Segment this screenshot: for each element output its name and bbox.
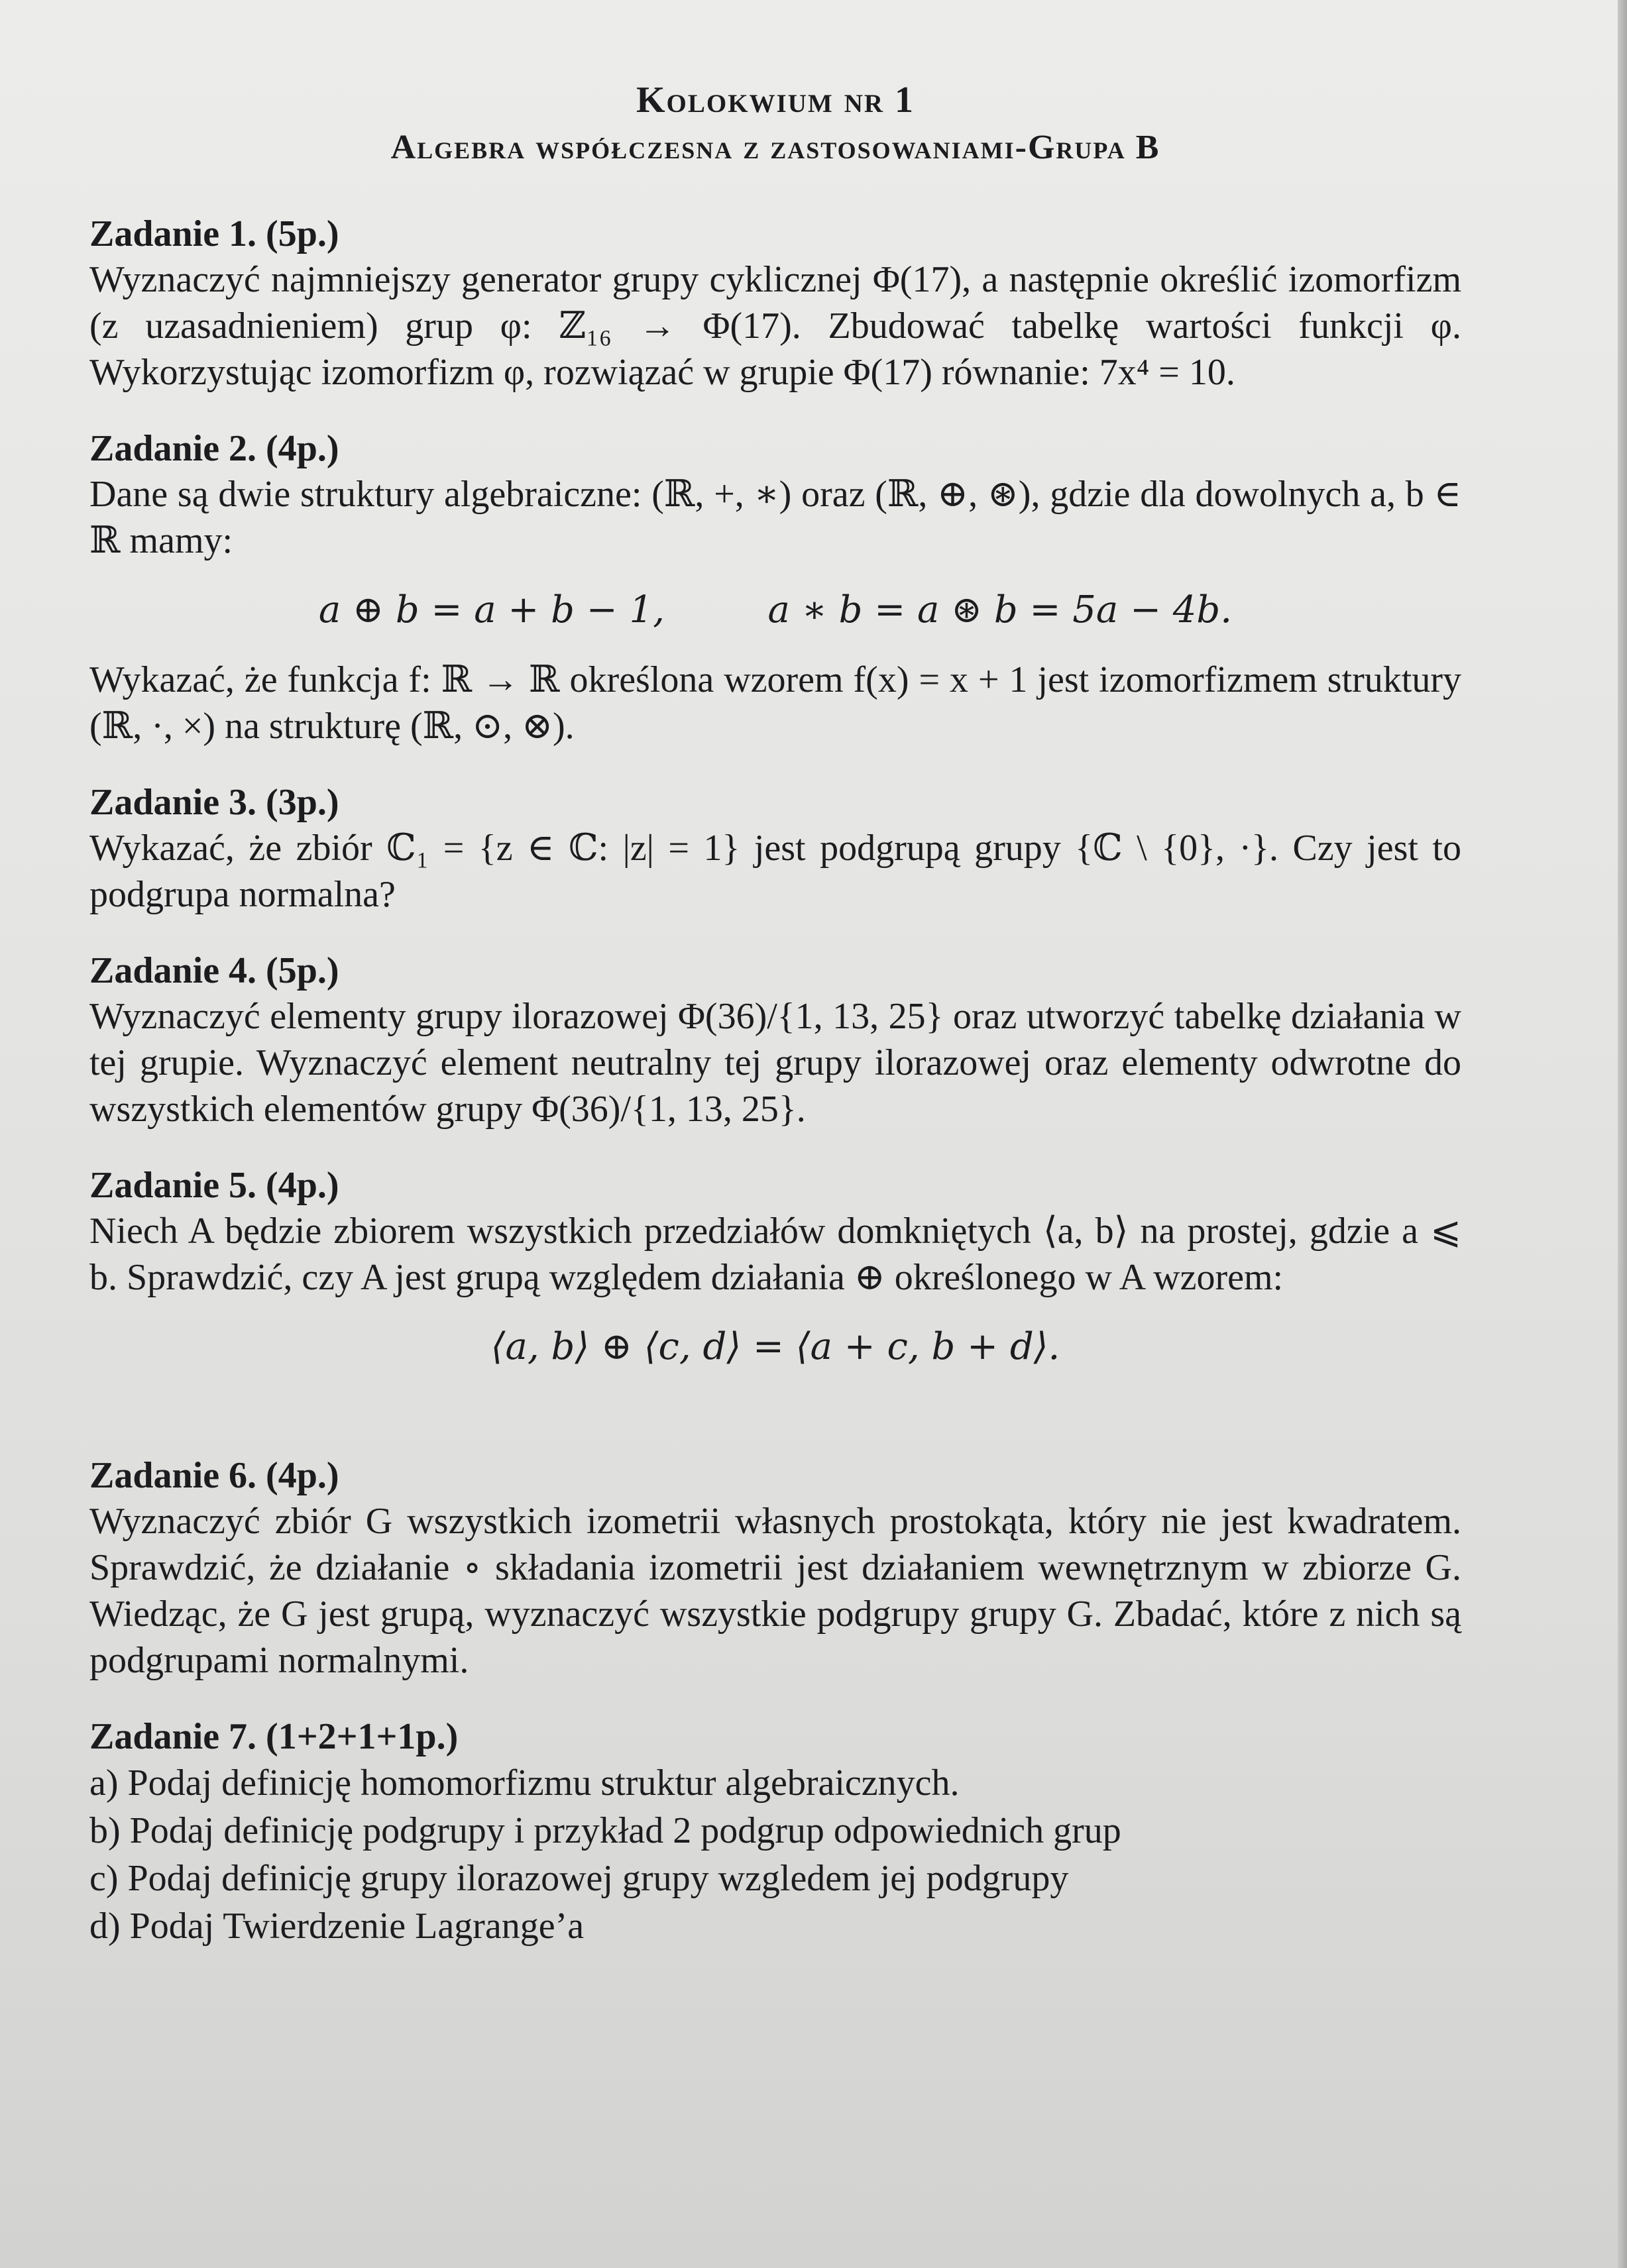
task-4-text: Wyznaczyć elementy grupy ilorazowej Φ(36)/{1, 13, 25} oraz utworzyć tabelkę działania w tej grupie. Wyznaczyć element neutralny tej grupy ilorazowej oraz elementy odwrotne do wszystkich elementów grupy Φ(36)/{1, 13, 25}. bbox=[89, 996, 1461, 1130]
task-7-item-a: a) Podaj definicję homomorfizmu struktur algebraicznych. bbox=[89, 1762, 960, 1804]
task-3-text: Wykazać, że zbiór ℂ₁ = {z ∈ ℂ: |z| = 1} jest podgrupą grupy {ℂ \ {0}, ·}. Czy jest to podgrupa normalna? bbox=[89, 828, 1461, 915]
task-3 bbox=[89, 780, 1461, 918]
task-4-title: Zadanie 4. (5p.) bbox=[89, 950, 339, 991]
task-2 bbox=[89, 426, 1461, 749]
task-5-title: Zadanie 5. (4p.) bbox=[89, 1165, 339, 1206]
task-7-title: Zadanie 7. (1+2+1+1p.) bbox=[89, 1716, 459, 1757]
task-4 bbox=[89, 948, 1461, 1132]
task-2-text-after: Wykazać, że funkcja f: ℝ → ℝ określona wzorem f(x) = x + 1 jest izomorfizmem struktury (ℝ, ·, ×) na strukturę (ℝ, ⊙, ⊗). bbox=[89, 659, 1461, 747]
task-2-text: Dane są dwie struktury algebraiczne: (ℝ, +, ∗) oraz (ℝ, ⊕, ⊛), gdzie dla dowolnych a, b ∈ ℝ mamy: bbox=[89, 474, 1461, 561]
task-2-formula-left: a ⊕ b = a + b − 1, bbox=[318, 588, 665, 631]
task-7-item-d: d) Podaj Twierdzenie Lagrange’a bbox=[89, 1906, 585, 1947]
task-2-title: Zadanie 2. (4p.) bbox=[89, 428, 339, 469]
task-2-formula bbox=[89, 577, 1461, 643]
task-7 bbox=[89, 1714, 1461, 1950]
task-7-item-c: c) Podaj definicję grupy ilorazowej grupy wzgledem jej podgrupy bbox=[89, 1858, 1069, 1899]
task-1-title: Zadanie 1. (5p.) bbox=[89, 213, 339, 254]
task-6-text: Wyznaczyć zbiór G wszystkich izometrii własnych prostokąta, który nie jest kwadratem. Sprawdzić, że działanie ∘ składania izometrii jest działaniem wewnętrznym w zbiorze G. Wiedząc, że G jest grupą, wyznaczyć wszystkie podgrupy grupy G. Zbadać, które z nich są podgrupami normalnymi. bbox=[89, 1501, 1461, 1681]
task-5 bbox=[89, 1163, 1461, 1380]
task-6 bbox=[89, 1453, 1461, 1684]
exam-title: Kolokwium nr 1 bbox=[636, 80, 915, 121]
exam-subtitle: Algebra współczesna z zastosowaniami-Grupa B bbox=[390, 129, 1160, 166]
exam-header bbox=[89, 76, 1461, 172]
sheet-edge-shadow bbox=[1618, 0, 1627, 2268]
task-1 bbox=[89, 211, 1461, 396]
task-5-formula: ⟨a, b⟩ ⊕ ⟨c, d⟩ = ⟨a + c, b + d⟩. bbox=[490, 1325, 1060, 1368]
task-5-text: Niech A będzie zbiorem wszystkich przedziałów domkniętych ⟨a, b⟩ na prostej, gdzie a ⩽ b. Sprawdzić, czy A jest grupą względem działania ⊕ określonego w A wzorem: bbox=[89, 1211, 1461, 1298]
task-3-title: Zadanie 3. (3p.) bbox=[89, 782, 339, 823]
task-1-text: Wyznaczyć najmniejszy generator grupy cyklicznej Φ(17), a następnie określić izomorfizm (z uzasadnieniem) grup φ: ℤ₁₆ → Φ(17). Zbudować tabelkę wartości funkcji φ. Wykorzystując izomorfizm φ, rozwiązać w grupie Φ(17) równanie: 7x⁴ = 10. bbox=[89, 259, 1461, 393]
exam-content bbox=[89, 76, 1461, 1980]
task-7-item-b: b) Podaj definicję podgrupy i przykład 2 podgrup odpowiednich grup bbox=[89, 1810, 1121, 1851]
task-2-formula-right: a ∗ b = a ⊛ b = 5a − 4b. bbox=[767, 588, 1233, 631]
task-6-title: Zadanie 6. (4p.) bbox=[89, 1455, 339, 1496]
